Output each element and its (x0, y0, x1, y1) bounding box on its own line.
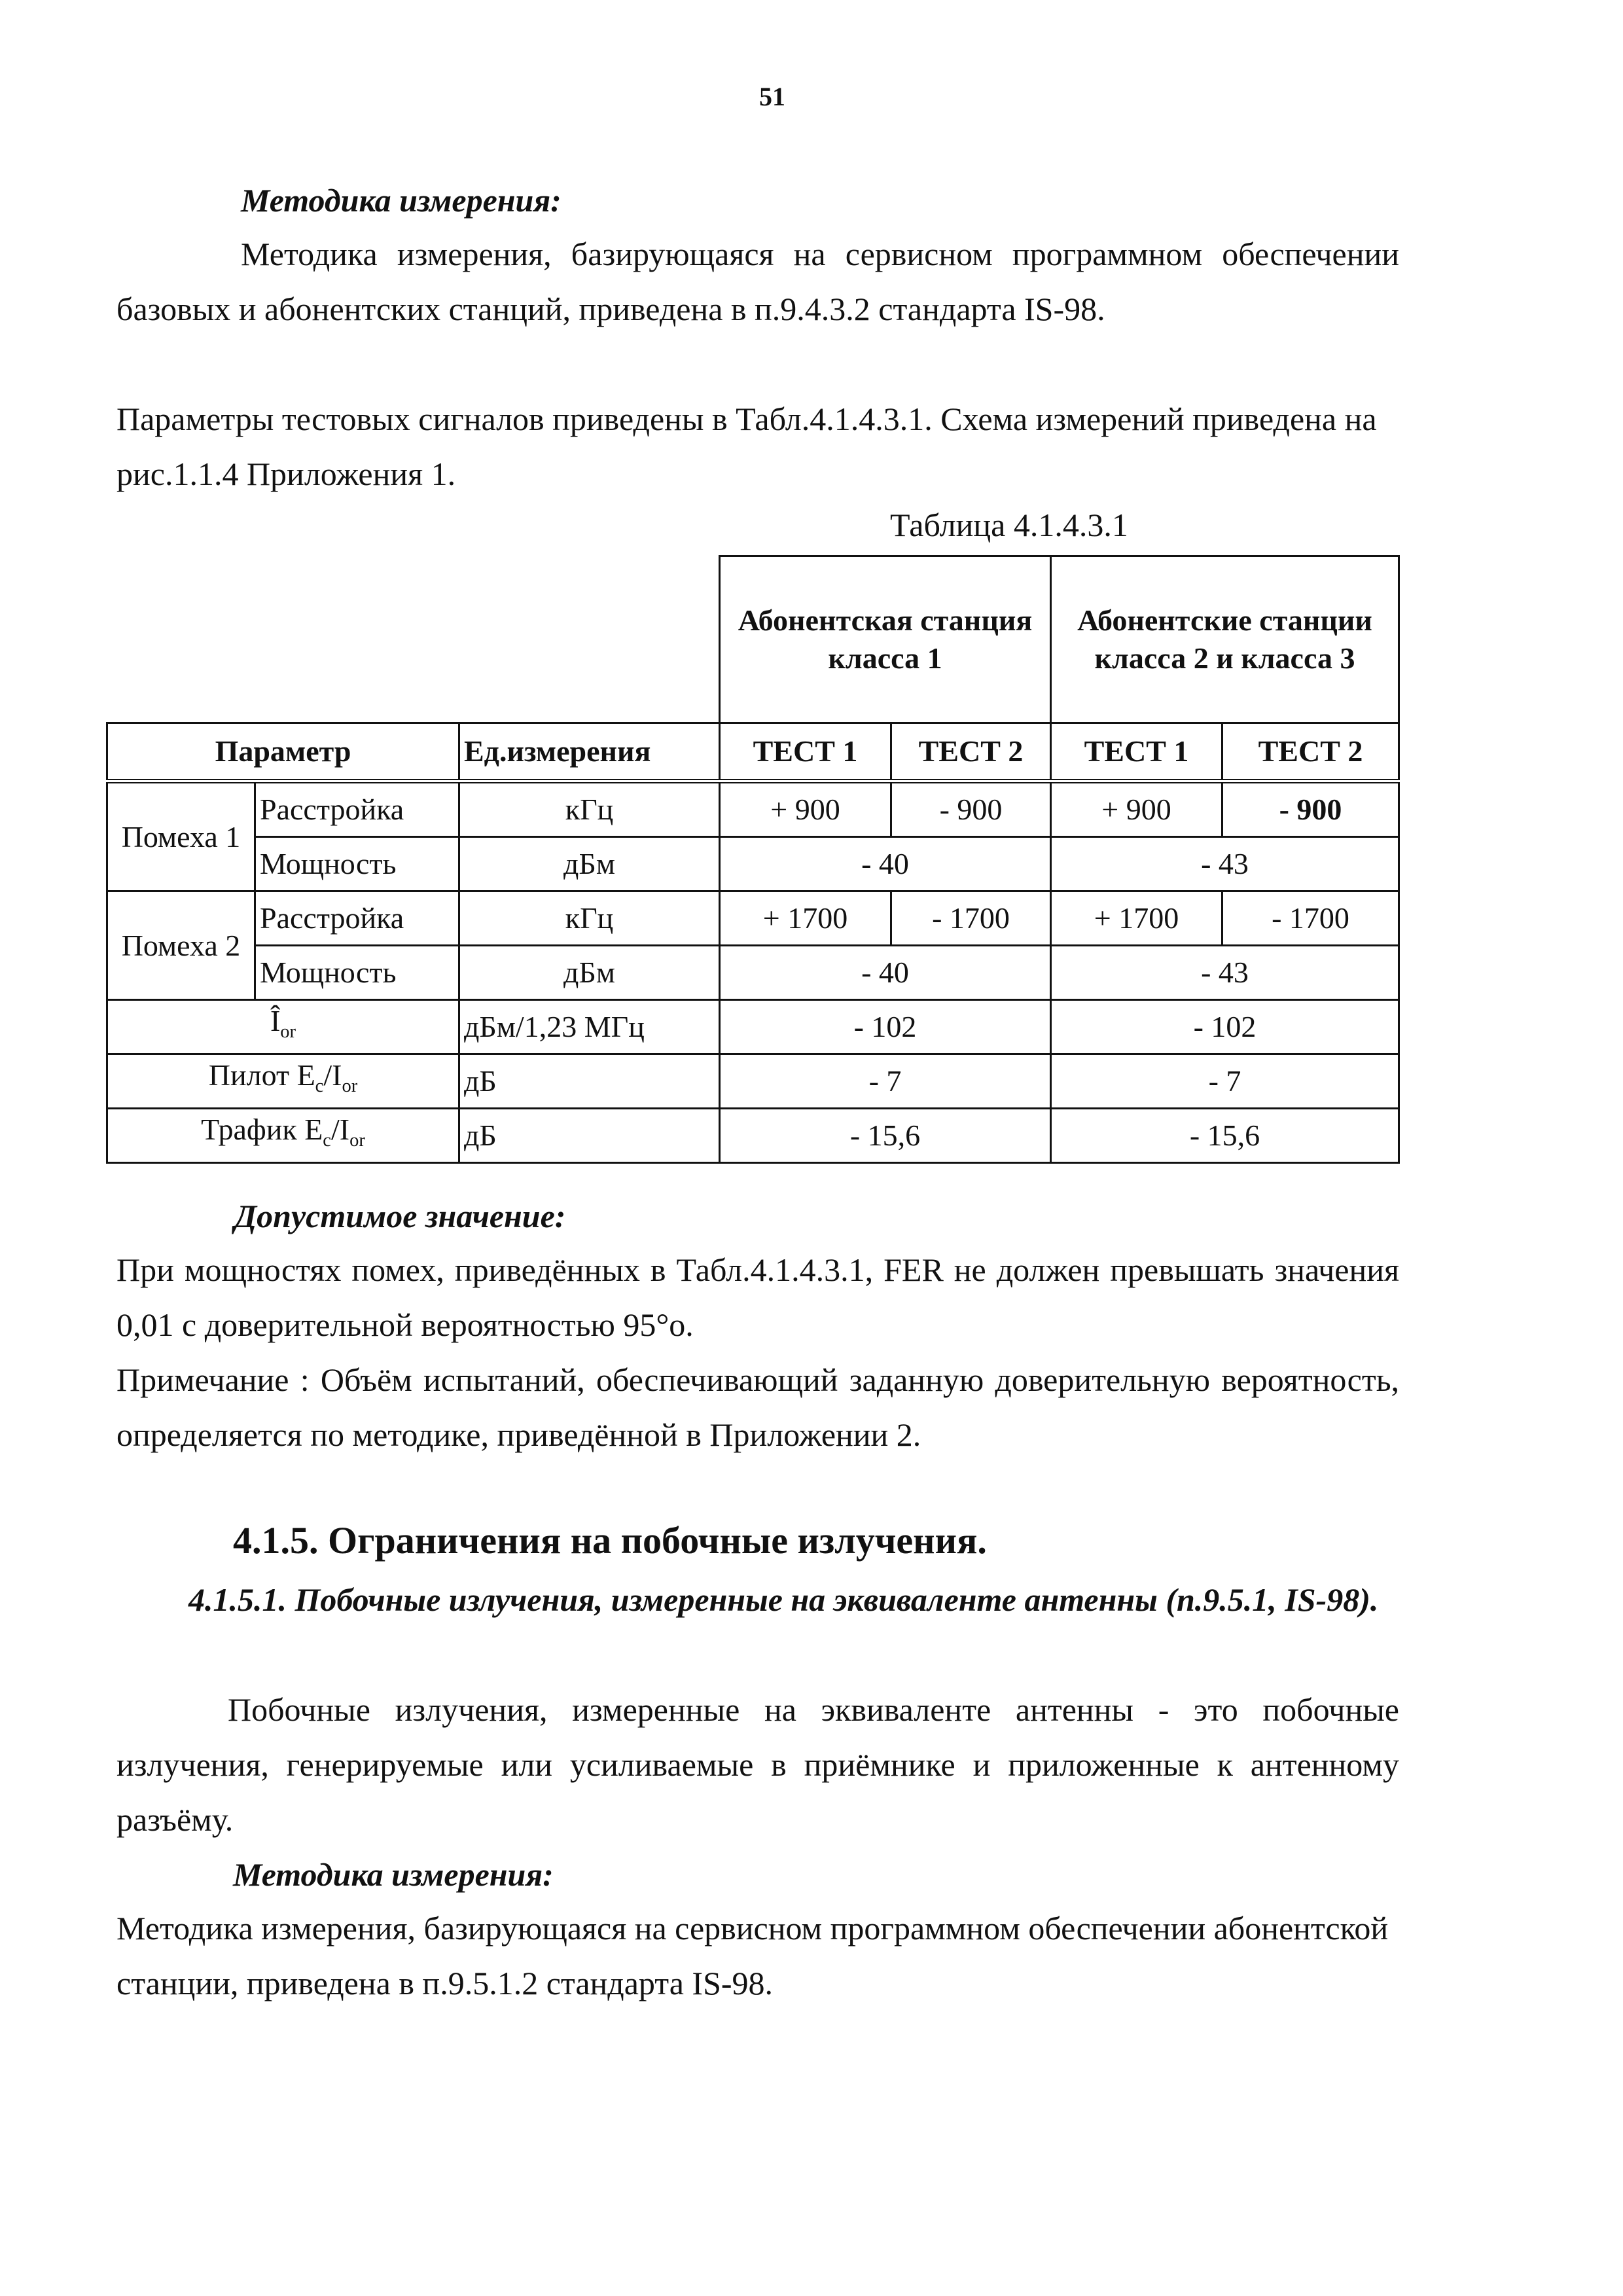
detuning-label: Расстройка (255, 891, 459, 946)
value-cell: + 900 (720, 781, 891, 837)
value-cell: + 1700 (720, 891, 891, 946)
header-class1-test1: ТЕСТ 1 (720, 723, 891, 781)
unit-cell: дБ (459, 1109, 720, 1163)
ior-label (107, 1000, 459, 1054)
ior-subscript: or (280, 1022, 296, 1043)
table-corner (107, 556, 720, 723)
pilot-label (107, 1054, 459, 1109)
header-class1: Абонентская станция класса 1 (720, 556, 1051, 723)
header-class23-test1: ТЕСТ 1 (1051, 723, 1222, 781)
ior-symbol: Î (270, 1004, 281, 1038)
header-class23: Абонентские станции класса 2 и класса 3 (1051, 556, 1399, 723)
spurious-paragraph: Побочные излучения, измеренные на эквиваленте антенны - это побочные излучения, генерируемые или усиливаемые в приёмнике и приложенные к антенному разъёму. (116, 1691, 1399, 1838)
interference-1-label: Помеха 1 (107, 781, 255, 891)
header-class1-test2: ТЕСТ 2 (891, 723, 1051, 781)
value-cell: - 102 (1051, 1000, 1399, 1054)
value-cell: - 102 (720, 1000, 1051, 1054)
traffic-subscript-2: or (349, 1130, 365, 1151)
value-cell: - 15,6 (1051, 1109, 1399, 1163)
traffic-label (107, 1109, 459, 1163)
header-parameter: Параметр (107, 723, 459, 781)
power-label: Мощность (255, 946, 459, 1000)
params-paragraph: Параметры тестовых сигналов приведены в Табл.4.1.4.3.1. Схема измерений приведена на рис.1.1.4 Приложения 1. (116, 401, 1377, 492)
value-cell: - 40 (720, 946, 1051, 1000)
unit-cell: кГц (459, 781, 720, 837)
traffic-subscript: c (323, 1130, 331, 1151)
unit-cell: дБ (459, 1054, 720, 1109)
pilot-subscript: c (315, 1076, 324, 1097)
test-signal-table (106, 555, 1400, 1164)
header-unit: Ед.измерения (459, 723, 720, 781)
page-number: 51 (759, 82, 785, 111)
value-cell: - 900 (1222, 781, 1399, 837)
value-cell: - 1700 (1222, 891, 1399, 946)
detuning-label: Расстройка (255, 781, 459, 837)
allowed-value-heading: Допустимое значение: (234, 1198, 566, 1234)
subsection-heading: 4.1.5.1. Побочные излучения, измеренные на эквиваленте антенны (п.9.5.1, IS-98). (188, 1581, 1379, 1618)
section-heading: 4.1.5. Ограничения на побочные излучения. (233, 1519, 987, 1562)
method-paragraph: Методика измерения, базирующаяся на сервисном программном обеспечении базовых и абонентских станций, приведена в п.9.4.3.2 стандарта IS-98. (116, 236, 1399, 327)
value-cell: - 1700 (891, 891, 1051, 946)
value-cell: - 900 (891, 781, 1051, 837)
table-caption: Таблица 4.1.4.3.1 (890, 507, 1128, 543)
unit-cell: дБм (459, 837, 720, 891)
value-cell: - 15,6 (720, 1109, 1051, 1163)
method-heading-2: Методика измерения: (233, 1856, 554, 1893)
power-label: Мощность (255, 837, 459, 891)
unit-cell: дБм/1,23 МГц (459, 1000, 720, 1054)
pilot-subscript-2: or (342, 1076, 358, 1097)
interference-2-label: Помеха 2 (107, 891, 255, 1000)
traffic-text-mid: /I (330, 1113, 350, 1147)
note-paragraph: Примечание : Объём испытаний, обеспечивающий заданную доверительную вероятность, определяется по методике, приведённой в Приложении 2. (116, 1361, 1399, 1453)
unit-cell: кГц (459, 891, 720, 946)
value-cell: + 900 (1051, 781, 1222, 837)
allowed-value-paragraph: При мощностях помех, приведённых в Табл.4.1.4.3.1, FER не должен превышать значения 0,01 с доверительной вероятностью 95°о. (116, 1251, 1399, 1343)
method-paragraph-2: Методика измерения, базирующаяся на сервисном программном обеспечении абонентской станции, приведена в п.9.5.1.2 стандарта IS-98. (116, 1910, 1389, 2001)
pilot-text: Пилот E (208, 1058, 315, 1092)
value-cell: - 43 (1051, 837, 1399, 891)
value-cell: + 1700 (1051, 891, 1222, 946)
pilot-text-mid: /I (323, 1058, 342, 1092)
header-class23-test2: ТЕСТ 2 (1222, 723, 1399, 781)
traffic-text: Трафик E (201, 1113, 323, 1147)
value-cell: - 7 (720, 1054, 1051, 1109)
method-heading: Методика измерения: (241, 182, 562, 219)
value-cell: - 40 (720, 837, 1051, 891)
unit-cell: дБм (459, 946, 720, 1000)
value-cell: - 43 (1051, 946, 1399, 1000)
value-cell: - 7 (1051, 1054, 1399, 1109)
